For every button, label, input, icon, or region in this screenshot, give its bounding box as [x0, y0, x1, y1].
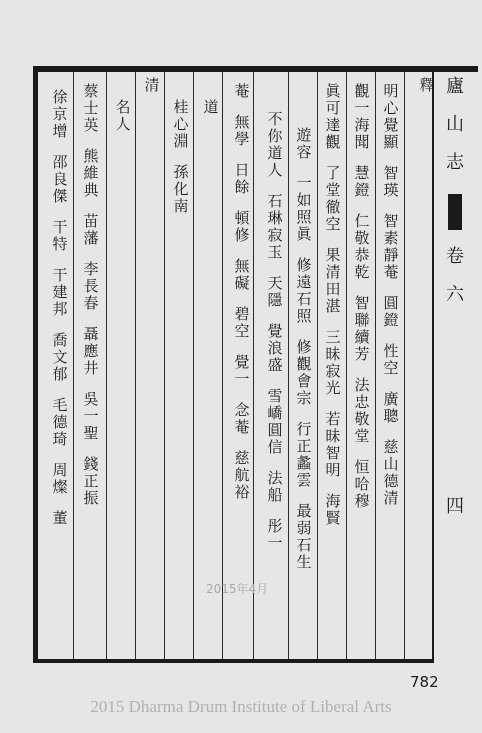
name-entry: 了 堂 徹 空: [325, 164, 341, 233]
name-entry: 彤 一: [267, 517, 283, 552]
name-entry: 觀 一 海 聞: [354, 82, 370, 151]
name-entry: 若 昧 智 明: [325, 410, 341, 479]
name-entry: 覺 一: [234, 353, 250, 388]
name-entry: 慈 山 德 清: [383, 438, 399, 507]
name-entry: 喬 文 郁: [52, 331, 68, 383]
name-entry: 釋: [419, 76, 435, 94]
name-entry: 明 心 覺 顯: [383, 82, 399, 151]
text-column: [110, 100, 136, 134]
name-entry: 行 正 蠡 雲: [296, 420, 312, 489]
text-column: [349, 84, 375, 511]
name-entry: 石 琳 寂 玉: [267, 192, 283, 261]
name-entry: 苗 藩: [83, 212, 99, 247]
name-entry: 海 賢: [325, 492, 341, 527]
name-entry: 不 你 道 人: [267, 110, 283, 179]
text-column: [291, 128, 317, 572]
fore-edge-title: [436, 78, 474, 638]
name-entry: 聶 應 井: [83, 325, 99, 377]
name-entry: 慧 鐙: [354, 164, 370, 199]
name-entry: 邵 良 傑: [52, 153, 68, 205]
name-entry: 干 特: [52, 218, 68, 253]
text-column: [168, 100, 194, 216]
name-entry: 頓 修: [234, 209, 250, 244]
name-entry: 清: [144, 76, 160, 94]
edge-page-number: 四: [446, 496, 464, 517]
name-entry: 道: [203, 98, 219, 116]
name-entry: 董: [52, 509, 68, 527]
column-rule: [288, 72, 289, 659]
name-entry: 名 人: [115, 98, 131, 133]
text-column: [139, 78, 165, 95]
text-column: [262, 112, 288, 553]
name-entry: 圓 鐙: [383, 294, 399, 329]
column-rule: [106, 72, 107, 659]
text-column: [229, 84, 255, 502]
name-entry: 熊 維 典: [83, 147, 99, 199]
name-entry: 桂 心 淵: [173, 98, 189, 150]
name-entry: 法 船: [267, 469, 283, 504]
text-column: [78, 84, 104, 508]
text-column: [47, 90, 73, 528]
name-entry: 毛 德 琦: [52, 396, 68, 448]
name-entry: 李 長 春: [83, 260, 99, 312]
column-rule: [222, 72, 223, 659]
edge-title-char: 六: [446, 284, 464, 305]
page-number: 782: [410, 673, 439, 691]
name-entry: 遊 容: [296, 126, 312, 161]
column-rule: [135, 72, 136, 659]
name-entry: 修 遠 石 照: [296, 256, 312, 325]
name-entry: 一 如 照 眞: [296, 174, 312, 243]
edge-title-char: 山: [446, 114, 464, 135]
name-entry: 天 隱: [267, 274, 283, 309]
watermark: 2015 Dharma Drum Institute of Liberal Arts: [90, 697, 392, 716]
edge-rule: [432, 72, 434, 659]
edge-title-char: 廬: [446, 76, 464, 97]
name-entry: 日 餘: [234, 161, 250, 196]
text-column: [320, 84, 346, 528]
name-entry: 法 忠 敬 堂: [354, 376, 370, 445]
name-entry: 周 燦: [52, 461, 68, 496]
name-entry: 智 聯 續 芳: [354, 294, 370, 363]
name-entry: 恒 哈 穆: [354, 458, 370, 510]
name-entry: 廣 聰: [383, 390, 399, 425]
name-entry: 眞 可 達 觀: [325, 82, 341, 151]
name-entry: 雪 嶠 圓 信: [267, 387, 283, 456]
edge-title-char: 志: [446, 152, 464, 173]
name-entry: 錢 正 振: [83, 455, 99, 507]
name-entry: 三 昧 寂 光: [325, 328, 341, 397]
name-entry: 智 素 靜 菴: [383, 212, 399, 281]
name-entry: 徐 京 增: [52, 88, 68, 140]
name-entry: 蔡 士 英: [83, 82, 99, 134]
name-entry: 修 觀 會 宗: [296, 338, 312, 407]
column-rule: [317, 72, 318, 659]
name-entry: 無 礙: [234, 257, 250, 292]
edge-title-char: 卷: [446, 246, 464, 267]
name-entry: 無 學: [234, 113, 250, 148]
name-entry: 果 清 田 湛: [325, 246, 341, 315]
name-entry: 念 菴: [234, 401, 250, 436]
name-entry: 干 建 邦: [52, 266, 68, 318]
text-column: [414, 78, 440, 95]
column-rule: [164, 72, 165, 659]
column-rule: [375, 72, 376, 659]
column-rule: [73, 72, 74, 659]
name-entry: 最 弱 石 生: [296, 502, 312, 571]
column-rule: [404, 72, 405, 659]
name-entry: 菴: [234, 82, 250, 100]
text-column: [198, 100, 224, 117]
name-entry: 孫 化 南: [173, 163, 189, 215]
name-entry: 智 瑛: [383, 164, 399, 199]
fishtail-mark: [448, 194, 462, 230]
text-column: [378, 84, 404, 508]
name-entry: 仁 敬 恭 乾: [354, 212, 370, 281]
name-entry: 碧 空: [234, 305, 250, 340]
center-stamp: 2015年4月: [206, 582, 269, 596]
name-entry: 覺 浪 盛: [267, 322, 283, 374]
name-entry: 吳 一 聖: [83, 390, 99, 442]
name-entry: 慈 航 裕: [234, 449, 250, 501]
column-rule: [346, 72, 347, 659]
name-entry: 性 空: [383, 342, 399, 377]
